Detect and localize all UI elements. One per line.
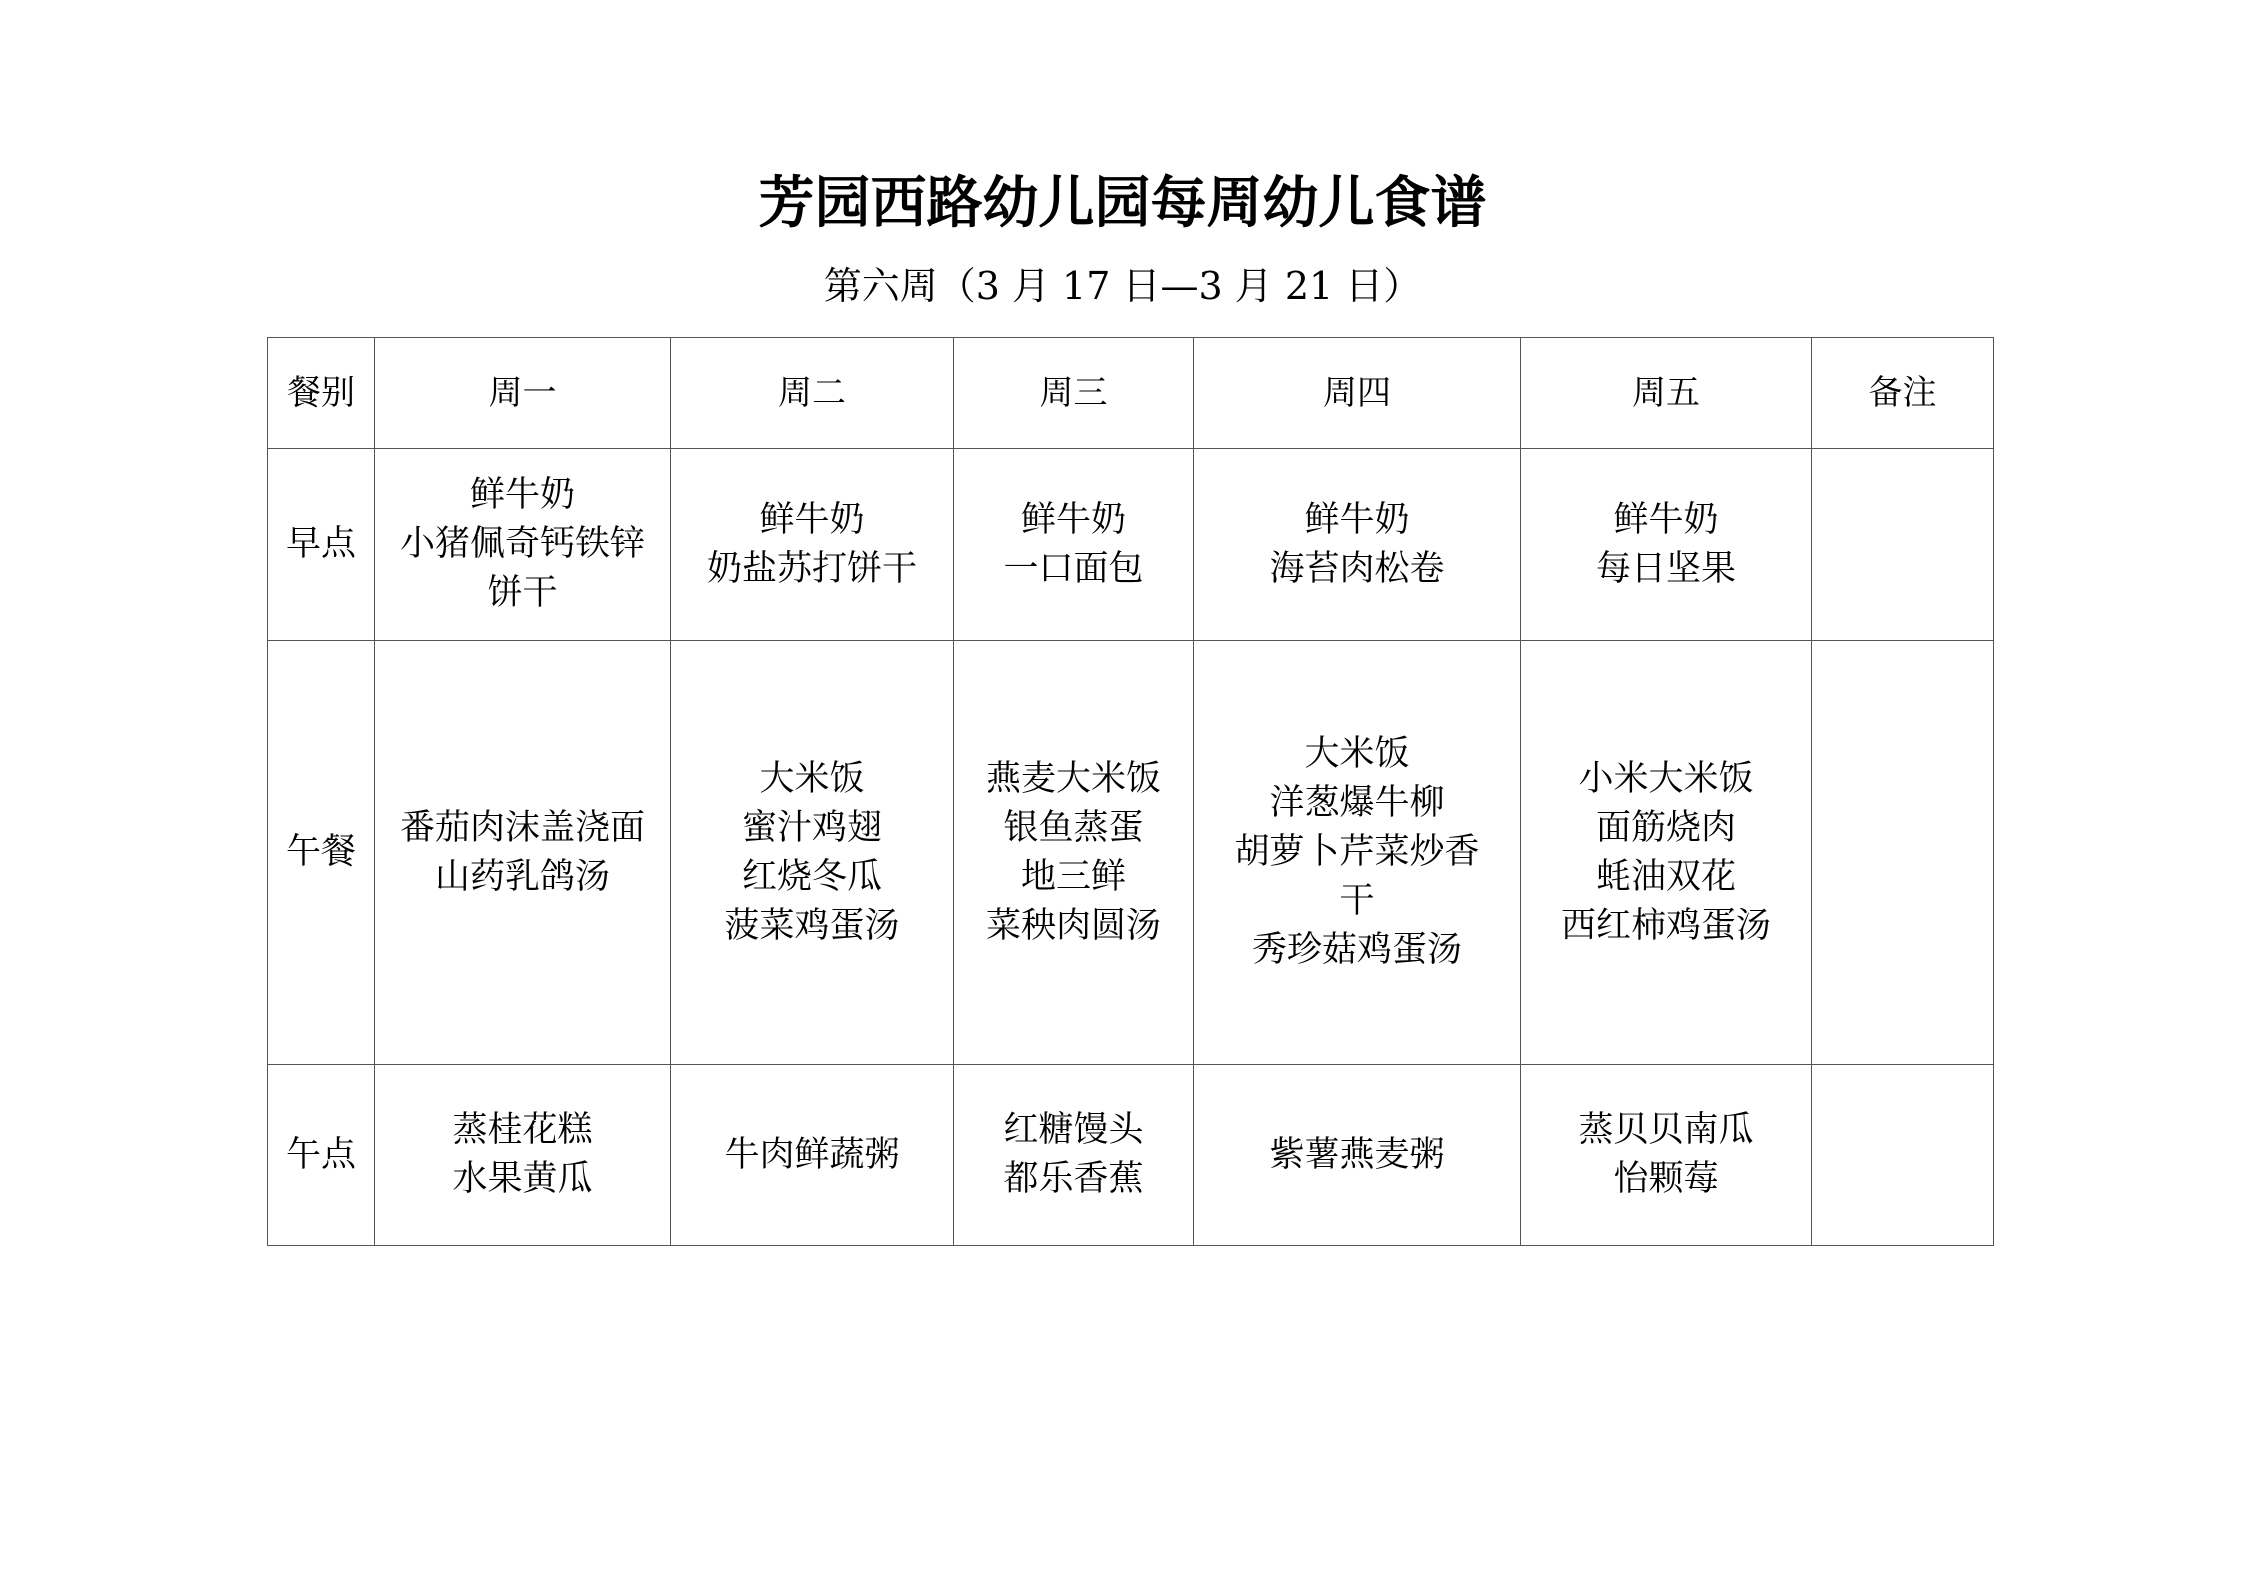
dish: 红糖馒头: [1003, 1110, 1144, 1150]
dish: 大米饭: [759, 758, 865, 799]
table-row: [268, 1065, 1994, 1246]
notes-cell: [1812, 1065, 1994, 1246]
menu-cell: [1521, 641, 1812, 1065]
menu-table: [267, 337, 1994, 1246]
header-row: [268, 338, 1994, 449]
menu-cell: [954, 449, 1194, 641]
menu-cell: [1194, 1065, 1521, 1246]
day-header-mon: 周一: [375, 338, 671, 449]
dish: 水果黄瓜: [452, 1159, 593, 1199]
dish: 燕麦大米饭: [985, 758, 1161, 799]
week-subtitle: 第六周（3 月 17 日—3 月 21 日）: [823, 264, 1422, 308]
menu-cell: [671, 449, 954, 641]
menu-cell: [954, 1065, 1194, 1246]
dish: 饼干: [487, 573, 558, 613]
menu-cell: [671, 641, 954, 1065]
dish: 秀珍菇鸡蛋汤: [1251, 930, 1462, 970]
dish: 干: [1339, 881, 1375, 921]
page-title: 芳园西路幼儿园每周幼儿食谱: [758, 171, 1487, 236]
dish: 番茄肉沫盖浇面: [399, 807, 645, 848]
meal-type-header: 餐别: [268, 338, 375, 449]
dish: 海苔肉松卷: [1269, 548, 1445, 589]
dish: 胡萝卜芹菜炒香: [1234, 832, 1480, 872]
day-header-wed: 周三: [954, 338, 1194, 449]
dish: 紫薯燕麦粥: [1269, 1134, 1445, 1175]
menu-cell: [671, 1065, 954, 1246]
dish: 蚝油双花: [1595, 856, 1736, 897]
day-header-fri: 周五: [1521, 338, 1812, 449]
dish: 都乐香蕉: [1003, 1159, 1144, 1199]
dish: 菠菜鸡蛋汤: [724, 905, 900, 946]
meal-label-afternoon-snack: 午点: [268, 1065, 375, 1246]
notes-cell: [1812, 449, 1994, 641]
day-header-tue: 周二: [671, 338, 954, 449]
dish: 小猪佩奇钙铁锌: [399, 524, 645, 564]
menu-cell: [1521, 1065, 1812, 1246]
dish: 鲜牛奶: [1020, 499, 1126, 540]
dish: 西红柿鸡蛋汤: [1560, 905, 1771, 946]
menu-cell: [1194, 449, 1521, 641]
menu-cell: [1194, 641, 1521, 1065]
dish: 菜秧肉圆汤: [985, 905, 1161, 946]
menu-cell: [375, 1065, 671, 1246]
dish: 鲜牛奶: [759, 499, 865, 540]
dish: 牛肉鲜蔬粥: [724, 1134, 900, 1175]
meal-label-lunch: 午餐: [268, 641, 375, 1065]
notes-header: 备注: [1812, 338, 1994, 449]
dish: 蜜汁鸡翅: [741, 807, 882, 848]
dish: 奶盐苏打饼干: [706, 548, 917, 589]
menu-cell: [1521, 449, 1812, 641]
dish: 地三鲜: [1020, 856, 1126, 897]
dish: 银鱼蒸蛋: [1003, 807, 1144, 848]
menu-cell: [375, 641, 671, 1065]
dish: 面筋烧肉: [1595, 807, 1736, 848]
notes-cell: [1812, 641, 1994, 1065]
dish: 每日坚果: [1595, 548, 1736, 589]
day-header-thu: 周四: [1194, 338, 1521, 449]
dish: 小米大米饭: [1578, 758, 1754, 799]
dish: 鲜牛奶: [1304, 499, 1410, 540]
table-row: [268, 641, 1994, 1065]
dish: 洋葱爆牛柳: [1269, 783, 1445, 823]
dish: 山药乳鸽汤: [434, 856, 610, 897]
dish: 红烧冬瓜: [741, 856, 882, 897]
dish: 鲜牛奶: [469, 475, 575, 515]
dish: 蒸贝贝南瓜: [1578, 1110, 1754, 1150]
dish: 大米饭: [1304, 734, 1410, 774]
menu-cell: [954, 641, 1194, 1065]
table-row: [268, 449, 1994, 641]
meal-label-breakfast: 早点: [268, 449, 375, 641]
menu-cell: [375, 449, 671, 641]
dish: 蒸桂花糕: [452, 1110, 593, 1150]
dish: 鲜牛奶: [1613, 499, 1719, 540]
dish: 怡颗莓: [1613, 1159, 1719, 1199]
dish: 一口面包: [1003, 548, 1144, 589]
